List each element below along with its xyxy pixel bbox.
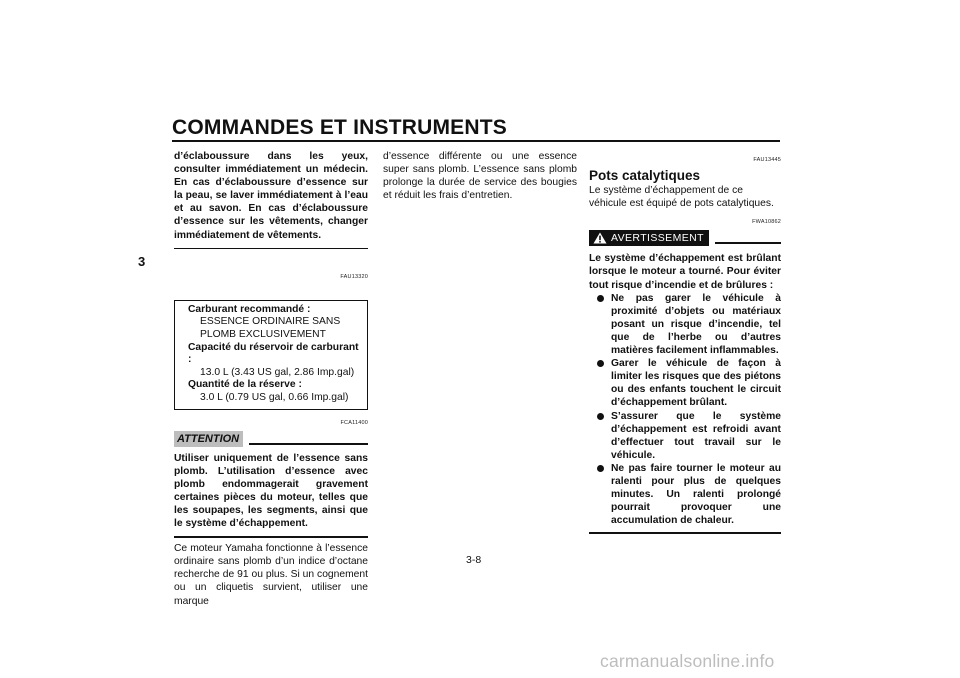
attention-header: [174, 431, 368, 447]
column-middle: [383, 150, 577, 202]
warning-triangle-icon: [593, 232, 607, 244]
bullet-icon: [597, 413, 604, 420]
attention-text: Utiliser uniquement de l’essence sans plomb. L’utilisation d’essence avec plomb endommagerait gravement certaines pièces du moteur, telles que les soupapes, les segments, ainsi que le système d’échappement.: [174, 452, 368, 530]
header-rule: [172, 140, 780, 142]
list-item: [589, 462, 781, 527]
catalytic-section-title: Pots catalytiques: [589, 168, 701, 184]
catalytic-intro: Le système d’échappement de ce véhicule est équipé de pots catalytiques.: [589, 185, 774, 210]
tank-capacity-value: 13.0 L (3.43 US gal, 2.86 Imp.gal): [200, 366, 355, 378]
attention-code: FCA11400: [340, 419, 368, 426]
warning-bullet-list: [589, 292, 781, 528]
fuel-type-value-2: PLOMB EXCLUSIVEMENT: [200, 328, 326, 340]
bullet-text: S’assurer que le système d’échappement est refroidi avant d’effectuer tout travail sur le véhicule.: [611, 410, 781, 461]
bullet-icon: [597, 295, 604, 302]
catalytic-section-code: FAU13445: [753, 157, 781, 163]
chapter-number: 3: [138, 254, 146, 269]
page-number: 3-8: [466, 554, 482, 566]
warning-intro: Le système d’échappement est brûlant lorsque le moteur a tourné. Pour éviter tout risque d’incendie et de brûlures :: [589, 253, 781, 291]
warning-label-box: [589, 230, 709, 246]
octane-body-text: Ce moteur Yamaha fonctionne à l’essence ordinaire sans plomb d’un indice d’octane recherche de 91 ou plus. Si un cognement ou un cliquetis survient, utiliser une marque: [174, 543, 368, 607]
watermark: carmanualsonline.info: [600, 651, 775, 671]
bullet-text: Ne pas faire tourner le moteur au ralenti pour plus de quelques minutes. Un ralenti prolongé pourrait provoquer une accumulation de chaleur.: [611, 462, 781, 527]
bullet-text: Garer le véhicule de façon à limiter les risques que des piétons ou des enfants touchent le circuit d’échappement brûlant.: [611, 358, 781, 409]
warning-rule: [715, 242, 781, 244]
bullet-icon: [597, 465, 604, 472]
fuel-section-code: FAU13320: [340, 273, 368, 280]
warning-header: [589, 230, 781, 246]
fuel-type-value-1: ESSENCE ORDINAIRE SANS: [200, 316, 341, 328]
list-item: [589, 292, 781, 357]
warning-continued-text: d’éclaboussure dans les yeux, consulter immédiatement un médecin. En cas d’éclaboussure d’essence sur la peau, se laver immédiatement à l’eau et au savon. En cas d’éclaboussure d’essence sur les vêtements, changer immédiatement de vêtements.: [174, 151, 368, 241]
fuel-body-continued: d’essence différente ou une essence super sans plomb. L’essence sans plomb prolonge la durée de service des bougies et réduit les frais d’entretien.: [383, 151, 577, 202]
tank-capacity-label: Capacité du réservoir de carburant :: [188, 341, 359, 366]
warning-end-rule: [589, 532, 781, 534]
page-title: COMMANDES ET INSTRUMENTS: [172, 116, 507, 139]
bullet-text: Ne pas garer le véhicule à proximité d’objets ou matériaux posant un risque d’incendie, tel que de l’herbe ou d’autres matières facilement inflammables.: [611, 292, 781, 357]
fuel-spec-box: [174, 300, 368, 410]
warning-code: FWA10862: [752, 219, 781, 226]
list-item: [589, 357, 781, 409]
bullet-icon: [597, 360, 604, 367]
attention-end-rule: [174, 536, 368, 538]
attention-rule: [249, 443, 368, 445]
reserve-label: Quantité de la réserve :: [188, 379, 302, 391]
fuel-type-label: Carburant recommandé :: [188, 303, 311, 315]
warning-end-rule: [174, 248, 368, 249]
attention-label: ATTENTION: [174, 431, 243, 447]
warning-label: AVERTISSEMENT: [611, 232, 704, 245]
reserve-value: 3.0 L (0.79 US gal, 0.66 Imp.gal): [200, 391, 349, 403]
column-left: [174, 150, 368, 608]
column-right: [589, 150, 781, 534]
list-item: [589, 410, 781, 462]
